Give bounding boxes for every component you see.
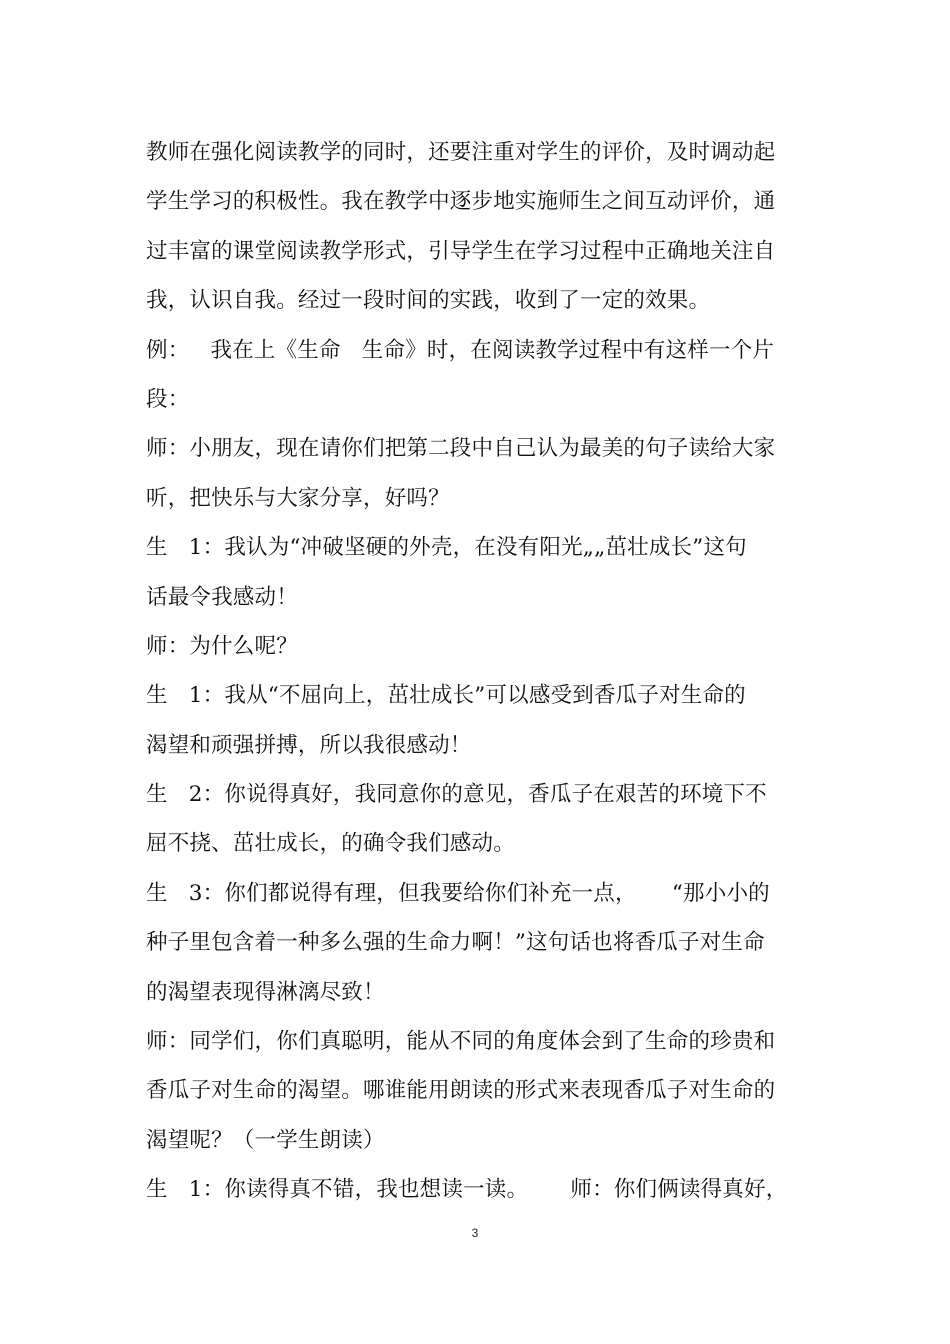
text-line: 渴望呢？（一学生朗读） (146, 1127, 385, 1153)
text-line: 过丰富的课堂阅读教学形式，引导学生在学习过程中正确地关注自 (146, 238, 776, 264)
text-line: 师：同学们，你们真聪明，能从不同的角度体会到了生命的珍贵和 (146, 1029, 776, 1055)
text-line: 段： (146, 386, 190, 412)
text-line: 师：为什么呢？ (146, 633, 298, 659)
text-line: 我，认识自我。经过一段时间的实践，收到了一定的效果。 (146, 288, 711, 314)
text-line: 香瓜子对生命的渴望。哪谁能用朗读的形式来表现香瓜子对生命的 (146, 1078, 776, 1104)
text-line: 生 2：你说得真好，我同意你的意见，香瓜子在艰苦的环境下不 (146, 782, 767, 808)
text-line: 种子里包含着一种多么强的生命力啊！”这句话也将香瓜子对生命 (146, 930, 765, 956)
text-line: 教师在强化阅读教学的同时，还要注重对学生的评价，及时调动起 (146, 140, 776, 165)
text-line: 生 3：你们都说得有理，但我要给你们补充一点， “那小小的 (146, 880, 770, 906)
text-line: 学生学习的积极性。我在教学中逐步地实施师生之间互动评价，通 (146, 189, 776, 215)
text-line: 屈不挠、茁壮成长，的确令我们感动。 (146, 831, 515, 857)
text-line: 师：小朋友，现在请你们把第二段中自己认为最美的句子读给大家 (146, 436, 776, 462)
text-line: 听，把快乐与大家分享，好吗？ (146, 485, 450, 511)
page-number: 3 (471, 1226, 479, 1240)
text-line: 的渴望表现得淋漓尽致！ (146, 979, 385, 1005)
text-line: 渴望和顽强拼搏，所以我很感动！ (146, 732, 472, 758)
text-line: 例： 我在上《生命 生命》时，在阅读教学过程中有这样一个片 (146, 337, 775, 363)
text-line: 话最令我感动！ (146, 584, 298, 610)
body-text (146, 128, 816, 1215)
text-line: 生 1：你读得真不错，我也想读一读。 师：你们俩读得真好， (146, 1177, 788, 1203)
text-line: 生 1：我从“不屈向上，茁壮成长”可以感受到香瓜子对生命的 (146, 683, 746, 709)
text-line: 生 1：我认为“冲破坚硬的外壳，在没有阳光„„茁壮成长”这句 (146, 535, 747, 561)
